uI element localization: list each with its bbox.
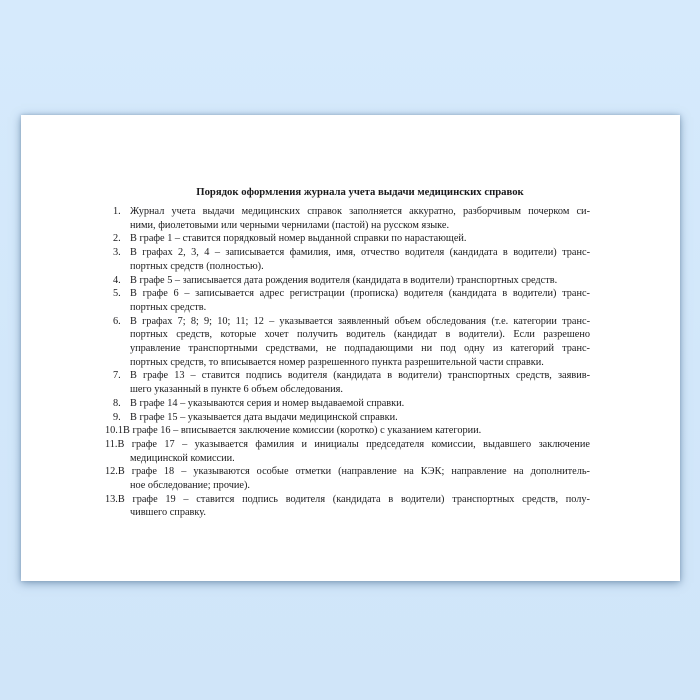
item-number: 8. (113, 397, 121, 409)
list-item (103, 205, 595, 232)
item-number: 5. (113, 288, 121, 300)
item-number: 10.1 (105, 425, 124, 437)
item-text-line: В графе 14 – указываются серия и номер выдаваемой справки. (130, 397, 405, 409)
item-number: 2. (113, 233, 121, 245)
item-number: 3. (113, 247, 121, 259)
list-item (103, 438, 595, 465)
list-item (103, 232, 595, 246)
item-text-line: ное обследование; прочие). (130, 480, 250, 492)
numbered-list (103, 205, 595, 520)
item-text-line: В графе 18 – указываются особые отметки (направление на КЭК; направление на дополнитель- (117, 466, 590, 478)
item-text-line: В графах 2, 3, 4 – записывается фамилия, имя, отчество водителя (кандидата в водители) транс- (130, 247, 590, 259)
item-number: 1. (113, 206, 121, 217)
item-number: 7. (113, 370, 121, 382)
item-number: 11. (105, 438, 118, 450)
item-text-line: портных средств (полностью). (130, 260, 264, 272)
item-text-line: управление транспортными средствами, не подпадающими ни под одну из категорий транс- (130, 343, 590, 355)
document-page (21, 115, 680, 581)
item-number: 4. (113, 274, 121, 286)
document-content (103, 186, 595, 520)
list-item (103, 287, 595, 314)
item-text-line: шего указанный в пункте 6 объем обследования. (130, 384, 343, 396)
item-text-line: В графе 15 – указывается дата выдачи медицинской справки. (130, 411, 398, 423)
list-item (103, 411, 595, 425)
item-text-line: В графах 7; 8; 9; 10; 11; 12 – указывается заявленный объем обследования (т.е. категории транс- (130, 315, 590, 327)
item-text-line: Журнал учета выдачи медицинских справок заполняется аккуратно, разборчивым почерком си- (130, 206, 590, 217)
list-item (103, 315, 595, 370)
document-title: Порядок оформления журнала учета выдачи медицинских справок (196, 186, 524, 198)
item-number: 6. (113, 315, 121, 327)
item-text-line: чившего справку. (130, 507, 206, 519)
item-text-line: В графе 5 – записывается дата рождения водителя (кандидата в водители) транспортных средств. (130, 274, 558, 286)
item-text-line: портных средств. (130, 301, 207, 313)
list-item (103, 397, 595, 411)
item-text-line: портных средств, которые хочет получить водитель (кандидат в водители). Если разрешено (130, 329, 590, 341)
item-text-line: В графе 13 – ставится подпись водителя (кандидата в водители) транспортных средств, заявив- (130, 370, 590, 382)
item-text-line: ними, фиолетовыми или черными чернилами (пастой) на русском языке. (130, 219, 450, 231)
list-item (103, 465, 595, 492)
item-text-line: В графе 6 – записывается адрес регистрации (прописка) водителя (кандидата в водители) транс- (130, 288, 590, 300)
item-text-line: В графе 19 – ставится подпись водителя (кандидата в водители) транспортных средств, полу- (117, 493, 590, 505)
list-item (103, 493, 595, 520)
item-text-line: портных средств, то вписывается номер разрешенного пункта разрешительной части справки. (130, 356, 544, 368)
list-item (103, 369, 595, 396)
item-number: 12. (105, 466, 118, 478)
item-text-line: В графе 17 – указывается фамилия и инициалы председателя комиссии, выдавшего заключение (117, 438, 590, 450)
item-text-line: В графе 16 – вписывается заключение комиссии (коротко) с указанием категории. (123, 425, 482, 437)
item-number: 13. (105, 493, 118, 505)
list-item (103, 424, 595, 438)
item-text-line: медицинской комиссии. (130, 452, 235, 464)
item-number: 9. (113, 411, 121, 423)
item-text-line: В графе 1 – ставится порядковый номер выданной справки по нарастающей. (130, 233, 467, 245)
list-item (103, 246, 595, 273)
list-item (103, 274, 595, 288)
